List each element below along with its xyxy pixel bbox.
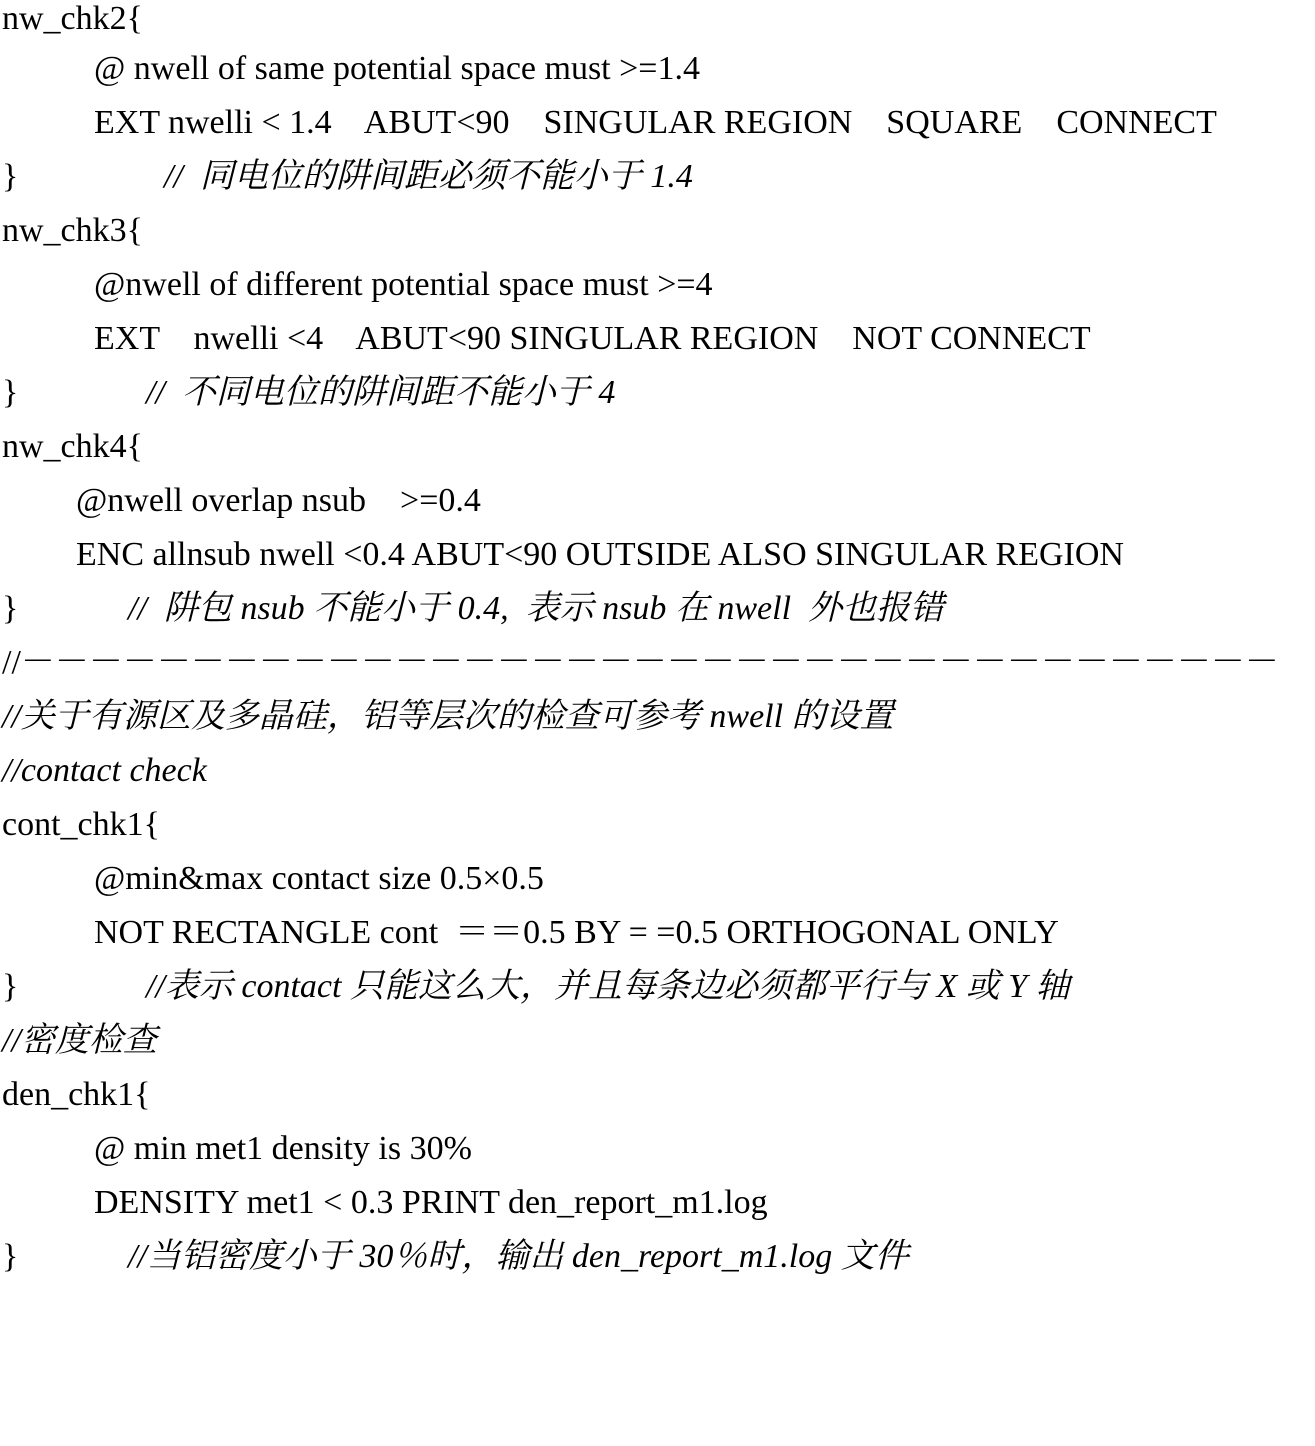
code-line-close-brace <box>0 960 1070 1014</box>
inline-comment: // 阱包 nsub 不能小于 0.4, 表示 nsub 在 nwell 外也报错 <box>128 590 945 627</box>
code-line-comment-rule <box>0 1122 472 1176</box>
code-text: @nwell of different potential space must >=4 <box>94 266 713 303</box>
code-text: @ nwell of same potential space must >=1.4 <box>94 50 700 87</box>
comment-text: //contact check <box>2 752 207 789</box>
code-line-cont-chk1-open <box>0 798 160 852</box>
code-line-nw-chk4-open <box>0 420 143 474</box>
code-line-close-brace <box>0 582 945 636</box>
code-text: @nwell overlap nsub >=0.4 <box>76 482 481 519</box>
code-line-comment-rule <box>0 852 544 906</box>
code-text: nw_chk3{ <box>2 212 143 249</box>
close-brace: } <box>2 158 19 195</box>
comment-text: //密度检查 <box>2 1022 157 1059</box>
code-text: DENSITY met1 < 0.3 PRINT den_report_m1.log <box>94 1184 768 1221</box>
code-line-nw-chk3-open <box>0 204 143 258</box>
code-line-den-chk1-open <box>0 1068 151 1122</box>
code-line-nw-chk2-open <box>0 0 143 46</box>
code-line-close-brace <box>0 366 616 420</box>
code-text: den_chk1{ <box>2 1076 151 1113</box>
inline-comment: //当铝密度小于 30％时，输出 den_report_m1.log 文件 <box>128 1238 909 1275</box>
code-text: @ min met1 density is 30% <box>94 1130 472 1167</box>
code-text: nw_chk2{ <box>2 0 143 37</box>
code-text: nw_chk4{ <box>2 428 143 465</box>
code-line-close-brace <box>0 1230 909 1284</box>
code-line-ext-rule <box>0 96 1217 150</box>
code-line-close-brace <box>0 150 693 204</box>
comment-text: //关于有源区及多晶硅，铝等层次的检查可参考 nwell 的设置 <box>2 698 894 735</box>
code-text: EXT nwelli <4 ABUT<90 SINGULAR REGION NOT CONNECT <box>94 320 1091 357</box>
code-text: ENC allnsub nwell <0.4 ABUT<90 OUTSIDE ALSO SINGULAR REGION <box>76 536 1124 573</box>
code-text: NOT RECTANGLE cont ＝＝0.5 BY = =0.5 ORTHOGONAL ONLY <box>94 914 1059 951</box>
code-line-comment-rule <box>0 474 481 528</box>
inline-comment: // 同电位的阱间距必须不能小于 1.4 <box>164 158 693 195</box>
code-line-not-rectangle-rule <box>0 906 1059 960</box>
inline-comment: // 不同电位的阱间距不能小于 4 <box>146 374 616 411</box>
code-line-comment-rule <box>0 258 713 312</box>
separator-comment-line <box>0 636 1279 690</box>
code-text: cont_chk1{ <box>2 806 160 843</box>
code-line-comment-rule <box>0 42 700 96</box>
code-line-density-rule <box>0 1176 768 1230</box>
comment-line <box>0 690 894 744</box>
close-brace: } <box>2 374 19 411</box>
close-brace: } <box>2 1238 19 1275</box>
comment-line <box>0 744 207 798</box>
code-line-ext-rule <box>0 312 1091 366</box>
separator-text: //－－－－－－－－－－－－－－－－－－－－－－－－－－－－－－－－－－－－－ <box>2 644 1279 681</box>
code-text: @min&max contact size 0.5×0.5 <box>94 860 544 897</box>
code-line-enc-rule <box>0 528 1124 582</box>
code-text: EXT nwelli < 1.4 ABUT<90 SINGULAR REGION SQUARE CONNECT <box>94 104 1217 141</box>
close-brace: } <box>2 968 19 1005</box>
inline-comment: //表示 contact 只能这么大，并且每条边必须都平行与 X 或 Y 轴 <box>146 968 1070 1005</box>
close-brace: } <box>2 590 19 627</box>
comment-line <box>0 1014 157 1068</box>
